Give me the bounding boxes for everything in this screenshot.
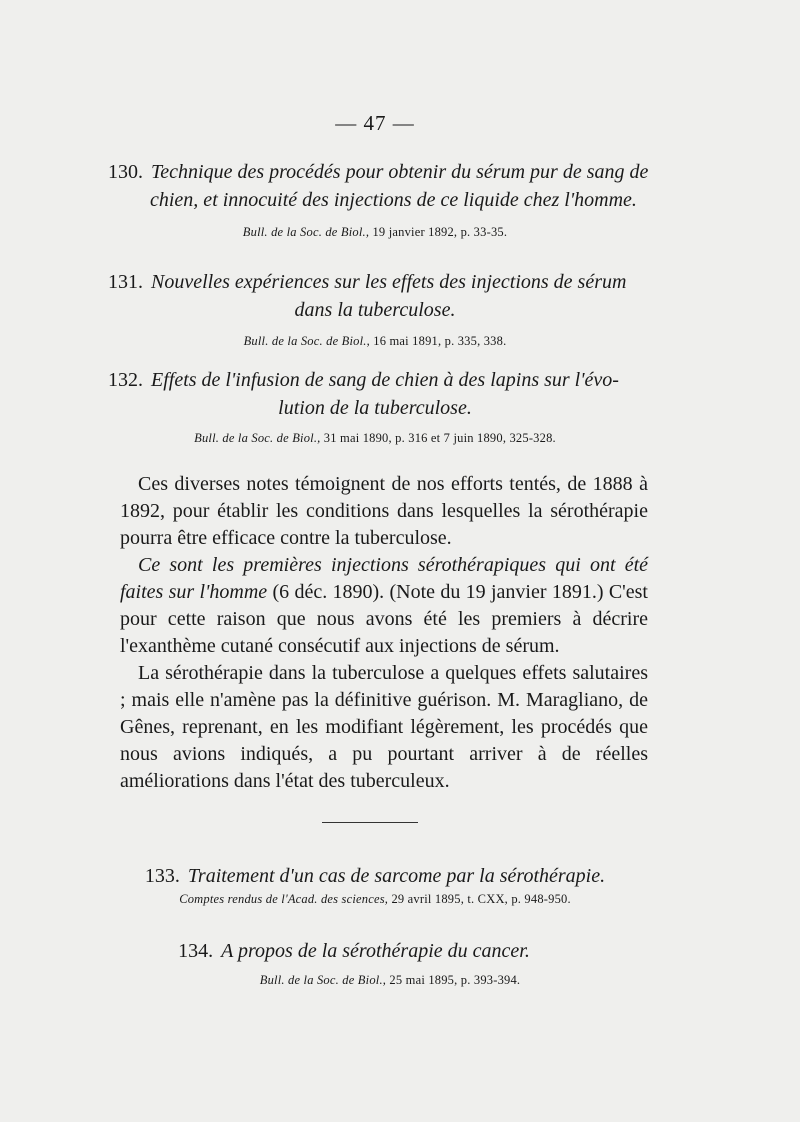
entry-title-line: Effets de l'infusion de sang de chien à des lapins sur l'évo- [151,369,619,391]
entry-number: 133. [144,865,180,887]
entry-reference [0,892,750,907]
reference-details: 19 janvier 1892, p. 33-35. [369,225,508,239]
body-text [120,471,648,795]
entry-130 [0,158,800,240]
entry-title-continued: lution de la tuberculose. [278,397,472,419]
entry-132 [0,366,800,446]
entry-title-line: Traitement d'un cas de sarcome par la sérothérapie. [187,865,606,887]
entry-number: 134. [178,940,214,962]
reference-journal: Bull. de la Soc. de Biol., [194,431,321,445]
entry-reference [0,225,750,240]
paragraph: La sérothérapie dans la tuberculose a quelques effets salutaires ; mais elle n'amène pas la définitive guérison. M. Maragliano, de Gênes, reprenant, en les modifiant légèrement, les procédés que nous avions indiqués, a pu pourtant arriver à de réelles améliorations dans l'état des tuberculeux. [120,662,648,792]
paragraph: Ces diverses notes témoignent de nos efforts tentés, de 1888 à 1892, pour établir les conditions dans lesquelles la sérothérapie pourra être efficace contre la tuberculose. [120,473,648,549]
entry-title [0,937,708,965]
entry-134 [0,937,800,988]
page-number: — 47 — [335,111,415,135]
entry-number: 131. [108,271,143,293]
entry-131 [0,268,800,349]
separator-line [322,822,418,823]
reference-journal: Comptes rendus de l'Acad. des sciences, [179,892,389,906]
entry-title-line: Technique des procédés pour obtenir du sérum pur de sang de [151,161,649,183]
entry-title-continued: dans la tuberculose. [294,299,456,321]
entry-133 [0,862,800,907]
reference-details: 16 mai 1891, p. 335, 338. [369,334,507,348]
entry-title [0,366,800,394]
entry-reference [0,973,780,988]
paragraph [120,552,648,660]
reference-journal: Bull. de la Soc. de Biol., [242,225,370,239]
entry-title-line: A propos de la sérothérapie du cancer. [221,940,530,962]
reference-details: 29 avril 1895, t. CXX, p. 948-950. [388,892,571,906]
entry-title-continued: chien, et innocuité des injections de ce liquide chez l'homme. [150,189,637,211]
paragraph-emphasis: Ce sont les premières injections sérothérapiques qui ont été faites sur l'homme [120,554,648,603]
entry-reference [0,334,750,349]
reference-details: 25 mai 1895, p. 393-394. [386,973,521,987]
reference-details: 31 mai 1890, p. 316 et 7 juin 1890, 325-328. [320,431,556,445]
reference-journal: Bull. de la Soc. de Biol., [259,973,387,987]
paragraph-text: (6 déc. 1890). (Note du 19 janvier 1891.) C'est pour cette raison que nous avons été les premiers à décrire l'exanthème cutané consécutif aux injections de sérum. [120,581,648,657]
entry-number: 130. [108,161,143,183]
entry-number: 132. [108,369,143,391]
entry-title [0,158,800,186]
entry-title [0,862,750,890]
entry-title [0,268,800,296]
entry-title-line: Nouvelles expériences sur les effets des injections de sérum [151,271,627,293]
reference-journal: Bull. de la Soc. de Biol., [243,334,370,348]
entry-reference [0,431,750,446]
